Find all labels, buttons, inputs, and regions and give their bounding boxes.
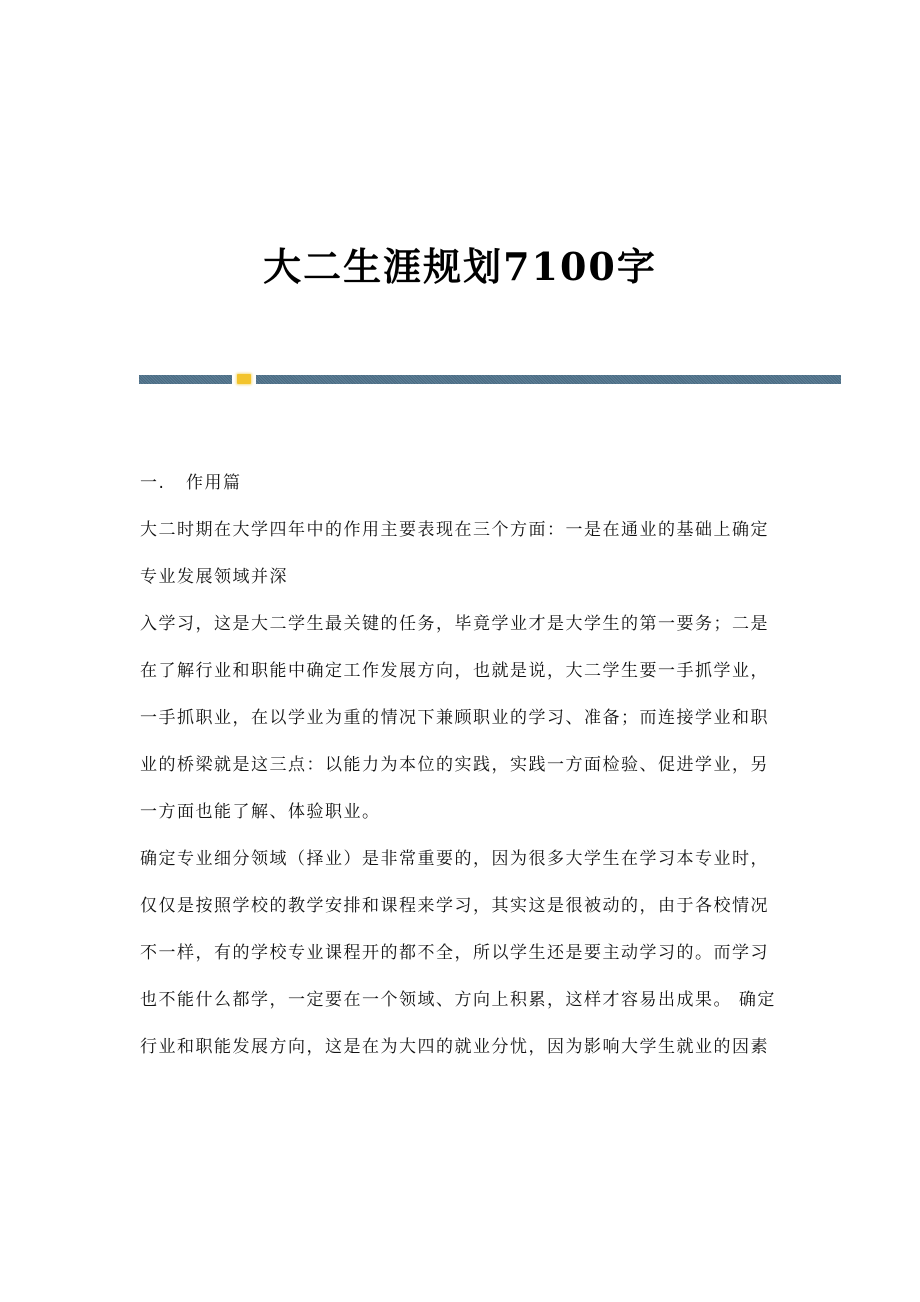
paragraph-line: 行业和职能发展方向，这是在为大四的就业分忧，因为影响大学生就业的因素 <box>140 1037 769 1057</box>
section-heading <box>140 467 790 499</box>
document-body <box>140 467 790 1078</box>
divider-ornament-icon <box>237 374 251 384</box>
paragraph-line: 大二时期在大学四年中的作用主要表现在三个方面：一是在通业的基础上确定 <box>140 520 769 540</box>
paragraph-line: 一方面也能了解、体验职业。 <box>140 802 381 822</box>
paragraph-line: 专业发展领域并深 <box>140 567 288 587</box>
paragraph-2 <box>140 608 790 843</box>
section-heading-text: 作用篇 <box>186 473 242 493</box>
paragraph-line: 入学习，这是大二学生最关键的任务，毕竟学业才是大学生的第一要务；二是 <box>140 614 769 634</box>
divider-bar-left <box>139 375 232 384</box>
page-title: 大二生涯规划7100字 <box>263 244 657 290</box>
paragraph-line: 不一样，有的学校专业课程开的都不全，所以学生还是要主动学习的。而学习 <box>140 943 769 963</box>
paragraph-line: 一手抓职业，在以学业为重的情况下兼顾职业的学习、准备；而连接学业和职 <box>140 708 769 728</box>
paragraph-line: 仅仅是按照学校的教学安排和课程来学习，其实这是很被动的，由于各校情况 <box>140 896 769 916</box>
divider-bar-right <box>256 375 841 384</box>
paragraph-line: 确定专业细分领域（择业）是非常重要的，因为很多大学生在学习本专业时， <box>140 849 769 869</box>
section-number: 一. <box>140 473 166 493</box>
paragraph-line: 业的桥梁就是这三点：以能力为本位的实践，实践一方面检验、促进学业，另 <box>140 755 769 775</box>
title-divider <box>139 375 841 384</box>
paragraph-1 <box>140 514 790 608</box>
paragraph-3 <box>140 843 790 1078</box>
paragraph-line: 在了解行业和职能中确定工作发展方向，也就是说，大二学生要一手抓学业， <box>140 661 769 681</box>
paragraph-line: 也不能什么都学，一定要在一个领域、方向上积累，这样才容易出成果。 确定 <box>140 990 776 1010</box>
